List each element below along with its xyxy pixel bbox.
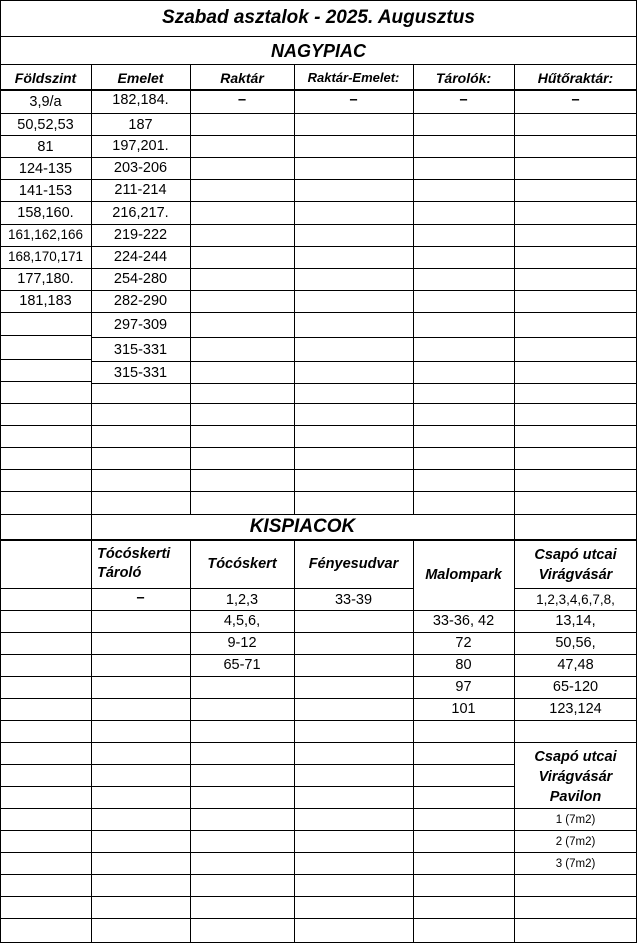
emelet-cell: 282-290 xyxy=(113,293,168,309)
header-raktar-emelet: Raktár-Emelet: xyxy=(307,70,400,85)
header-tarolok: Tárolók: xyxy=(435,70,492,86)
header-pavilon-2: Virágvásár xyxy=(538,769,613,785)
foldszint-cell: 158,160. xyxy=(17,205,74,221)
tocoskerti-tarolo-cell: – xyxy=(136,590,145,606)
emelet-cell: 219-222 xyxy=(113,227,168,243)
tocoskert-cell: 4,5,6, xyxy=(223,613,261,629)
foldszint-cell: 181,183 xyxy=(19,293,72,309)
foldszint-cell: 124-135 xyxy=(18,161,73,177)
emelet-cell: 254-280 xyxy=(113,271,168,287)
foldszint-cell: 168,170,171 xyxy=(7,249,84,264)
fenyesudvar-cell: 33-39 xyxy=(334,592,373,608)
emelet-cell: 203-206 xyxy=(113,160,168,176)
header-tocoskerti-tarolo-2: Tároló xyxy=(97,565,142,581)
hutoraktar-cell: – xyxy=(571,92,580,108)
pavilon-cell: 3 (7m2) xyxy=(555,858,596,870)
tarolok-cell: – xyxy=(459,92,468,108)
header-emelet: Emelet xyxy=(117,70,164,86)
foldszint-cell: 81 xyxy=(37,139,54,155)
emelet-cell: 197,201. xyxy=(112,138,169,154)
raktar-emelet-cell: – xyxy=(349,92,358,108)
pavilon-cell: 1 (7m2) xyxy=(555,814,596,826)
csapo-cell: 123,124 xyxy=(549,701,602,717)
emelet-cell: 297-309 xyxy=(113,317,168,333)
csapo-cell: 65-120 xyxy=(552,679,599,695)
emelet-cell: 216,217. xyxy=(112,205,169,221)
header-fenyesudvar: Fényesudvar xyxy=(308,556,399,572)
pavilon-cell: 2 (7m2) xyxy=(555,836,596,848)
csapo-cell: 1,2,3,4,6,7,8, xyxy=(536,592,615,607)
tocoskert-cell: 9-12 xyxy=(227,635,257,651)
emelet-cell: 224-244 xyxy=(113,249,168,265)
malompark-cell: 72 xyxy=(455,635,472,651)
emelet-cell: 315-331 xyxy=(113,365,168,381)
header-tocoskerti-tarolo-1: Tócóskerti xyxy=(97,546,171,562)
header-hutoraktar: Hűtőraktár: xyxy=(537,70,614,86)
header-csapo-2: Virágvásár xyxy=(538,567,613,583)
nagypiac-title: NAGYPIAC xyxy=(270,41,366,61)
csapo-cell: 13,14, xyxy=(555,613,596,629)
emelet-cell: 182,184. xyxy=(112,92,169,108)
tocoskert-cell: 65-71 xyxy=(223,657,261,673)
csapo-cell: 50,56, xyxy=(555,635,596,651)
foldszint-cell: 177,180. xyxy=(17,271,74,287)
malompark-cell: 80 xyxy=(455,657,472,673)
header-pavilon-1: Csapó utcai xyxy=(534,749,617,765)
malompark-cell: 97 xyxy=(455,679,472,695)
header-foldszint: Földszint xyxy=(14,70,77,86)
page-title: Szabad asztalok - 2025. Augusztus xyxy=(162,7,475,28)
tocoskert-cell: 1,2,3 xyxy=(225,592,259,608)
foldszint-cell: 3,9/a xyxy=(29,94,62,110)
raktar-cell: – xyxy=(237,92,247,108)
header-csapo-1: Csapó utcai xyxy=(534,547,617,563)
foldszint-cell: 141-153 xyxy=(18,183,73,199)
foldszint-cell: 161,162,166 xyxy=(7,227,84,242)
csapo-cell: 47,48 xyxy=(557,657,594,673)
header-tocoskert: Tócóskert xyxy=(207,556,277,572)
malompark-cell: 101 xyxy=(451,701,476,717)
emelet-cell: 315-331 xyxy=(113,342,168,358)
malompark-cell: 33-36, 42 xyxy=(432,613,495,629)
emelet-cell: 211-214 xyxy=(114,182,167,198)
foldszint-cell: 50,52,53 xyxy=(17,117,74,133)
header-malompark: Malompark xyxy=(425,567,502,583)
emelet-cell: 187 xyxy=(128,117,153,133)
header-raktar: Raktár xyxy=(220,70,264,86)
kispiacok-title: KISPIACOK xyxy=(249,516,356,537)
header-pavilon-3: Pavilon xyxy=(549,789,602,805)
